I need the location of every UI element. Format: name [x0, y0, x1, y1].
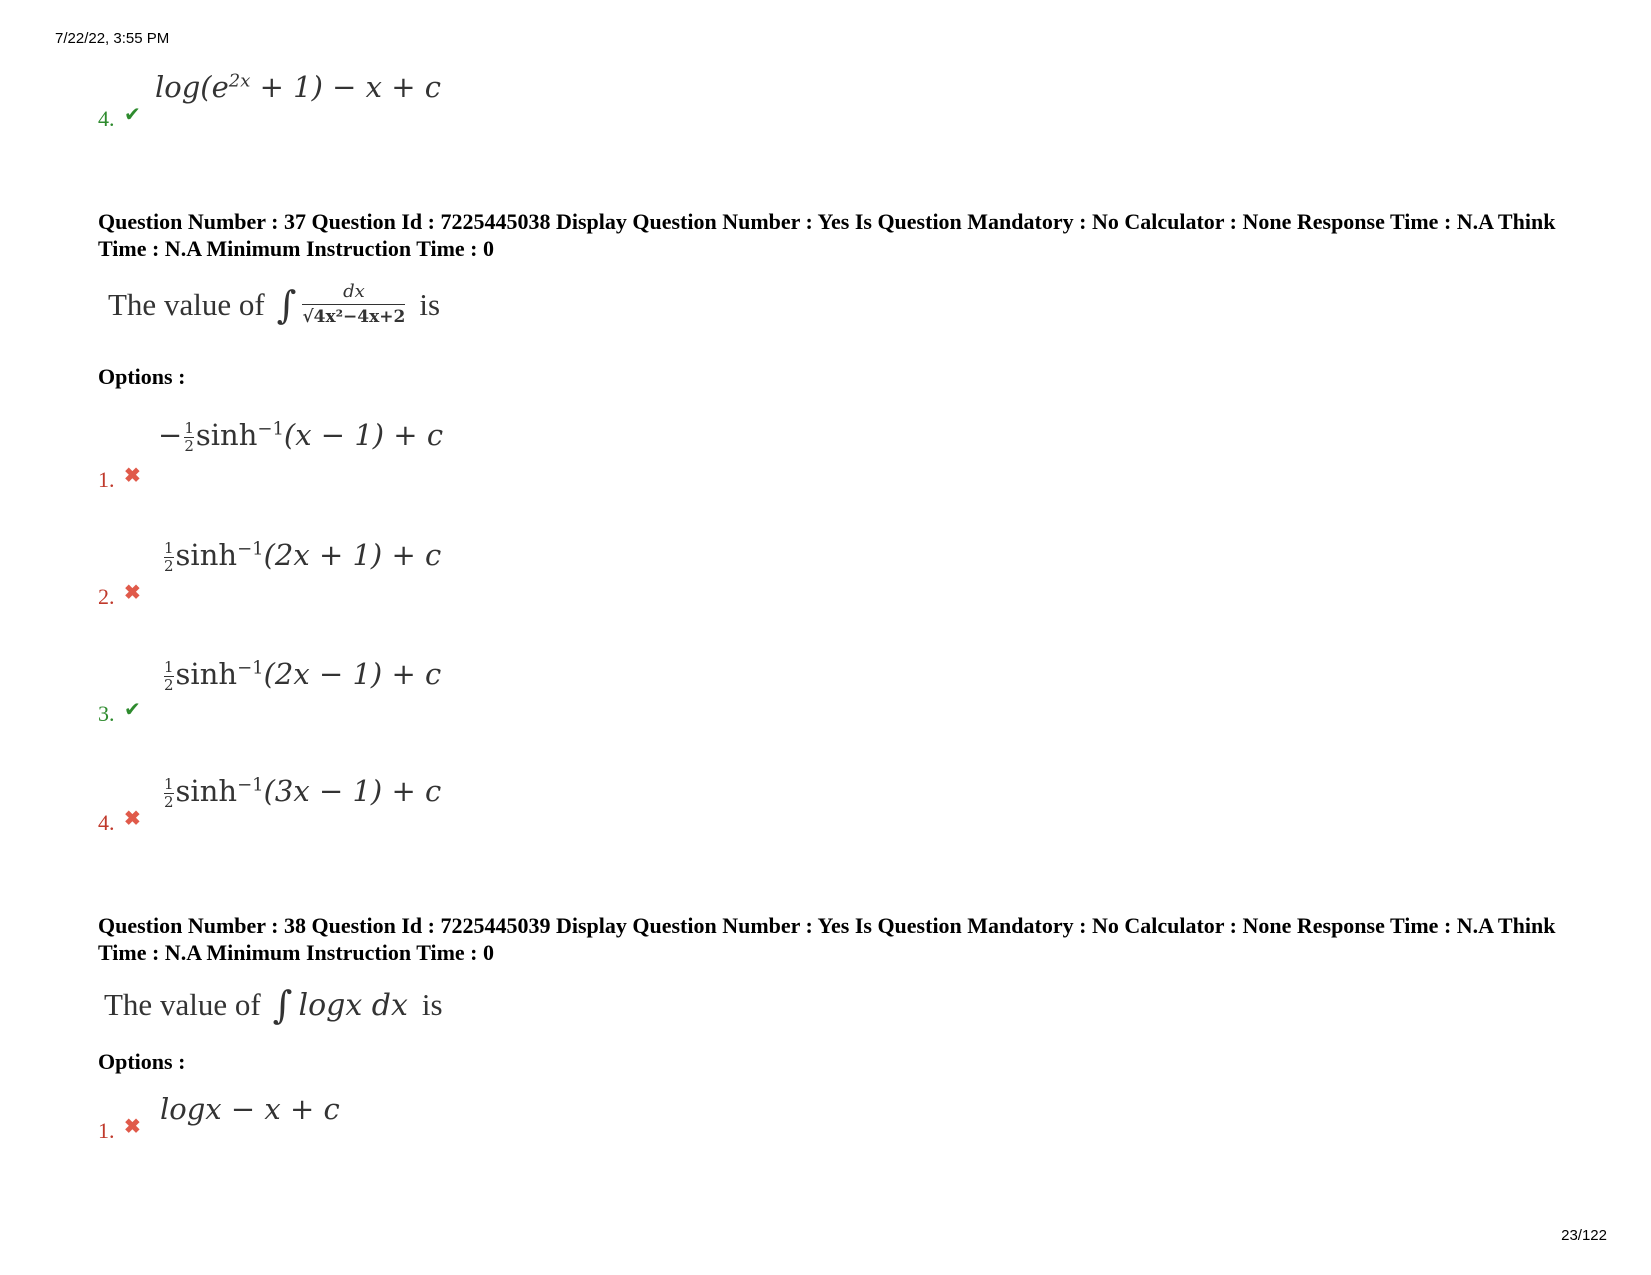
print-timestamp: 7/22/22, 3:55 PM: [55, 30, 170, 47]
question-37-meta: Question Number : 37 Question Id : 7225445038 Display Question Number : Yes Is Question Mandatory : No Calculator : None Response Time : N.A Think Time : N.A Minimum Instruction Time : 0: [98, 209, 1556, 261]
cross-icon: ✖: [124, 465, 141, 487]
question-37-options-label: Options :: [98, 364, 186, 389]
cross-icon: ✖: [124, 808, 141, 830]
check-icon: ✔: [124, 699, 141, 721]
q37-option-4: 4. ✖: [98, 810, 148, 836]
page-number: 23/122: [1561, 1227, 1607, 1244]
option-number: 4.: [98, 106, 115, 131]
integrand-fraction: dx √4x²−4x+2: [302, 281, 406, 327]
prev-option-4: [98, 106, 148, 132]
question-38-options-label: Options :: [98, 1049, 186, 1074]
q37-option-1: 1. ✖: [98, 467, 148, 493]
q38-option-1-expression: logx − x + c: [160, 1092, 340, 1126]
q37-option-4-expression: $\frac{1}{2}$ $\sinh^{-1}(3x - 1) + c$: [164, 774, 442, 811]
cross-icon: ✖: [124, 582, 141, 604]
cross-icon: ✖: [124, 1116, 141, 1138]
question-38-prompt: The value of ∫ logx dx is: [104, 983, 443, 1027]
q38-option-1: 1. ✖: [98, 1118, 148, 1144]
prev-option-4-expression: $\log(e^{2x} + 1) - x + c$: [155, 70, 441, 104]
q37-option-2: 2. ✖: [98, 584, 148, 610]
check-icon: ✔: [124, 104, 141, 126]
integral-sign: ∫: [276, 282, 297, 327]
question-37-prompt: The value of ∫ dx √4x²−4x+2 is: [108, 281, 441, 327]
q37-option-3-expression: $\frac{1}{2}$ $\sinh^{-1}(2x - 1) + c$: [164, 657, 442, 694]
integral-sign: ∫: [272, 983, 293, 1027]
q37-option-3: 3. ✔: [98, 701, 148, 727]
q37-option-1-expression: − $\frac{1}{2}$ $\sinh^{-1}(x - 1) + c$: [158, 418, 444, 455]
q37-option-2-expression: $\frac{1}{2}$ $\sinh^{-1}(2x + 1) + c$: [164, 538, 442, 575]
question-38-meta: Question Number : 38 Question Id : 7225445039 Display Question Number : Yes Is Question Mandatory : No Calculator : None Response Time : N.A Think Time : N.A Minimum Instruction Time : 0: [98, 913, 1556, 965]
